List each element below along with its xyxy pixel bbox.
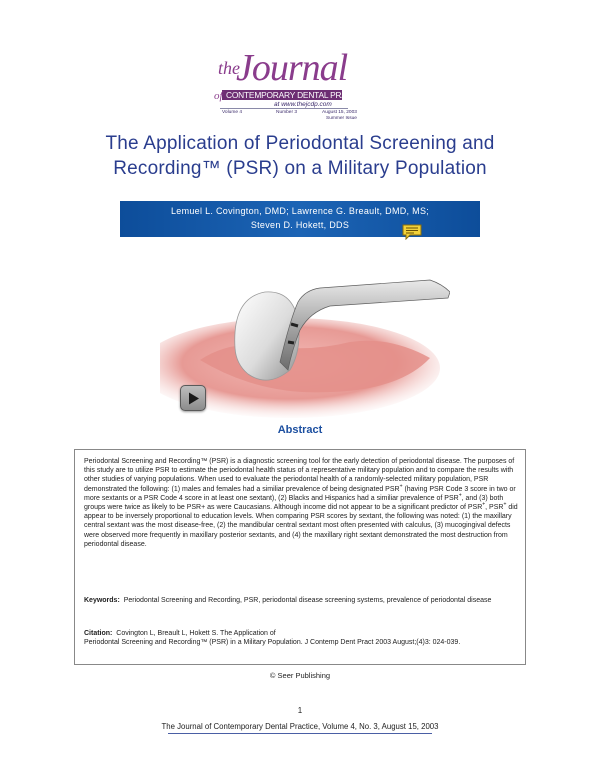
masthead-issue: Summer Issue: [326, 115, 357, 121]
masthead-url: at www.thejcdp.com: [274, 101, 332, 108]
masthead-rule: [220, 108, 348, 109]
abstract-text-segment: , and (3) both groups were twice as likely to be PSR+ as were Caucasians. Although income did not appear to be a significant predictor of PSR: [84, 494, 504, 512]
keywords: [84, 596, 520, 605]
abstract-superscript: +: [482, 501, 486, 508]
footer-rule: [168, 733, 432, 734]
authors-line-2: Steven D. Hokett, DDS: [250, 220, 350, 230]
abstract-text-segment: Periodontal Screening and Recording™ (PSR) is a diagnostic screening tool for the early detection of periodontal disease. The purposes of this study are to utilize PSR to estimate the periodontal health status of a representative military population and to compare the results with other studies of varying populations. When used to evaluate the periodontal health of a randomly-selected military population, PSR demonstrated the following: (1) males and females had a similiar prevalence of being designated PSR: [84, 458, 515, 493]
page-number: 1: [297, 706, 303, 715]
masthead-of: of: [214, 90, 223, 102]
abstract-superscript: +: [503, 501, 507, 508]
publisher-credit: © Seer Publishing: [269, 671, 331, 680]
masthead-the: the: [218, 58, 240, 78]
journal-masthead-logo: [212, 47, 371, 126]
abstract-text-segment: (having PSR Code 3 score in two or more sextants or a PSR Code 4 score in at least one sextant), (2) Blacks and Hispanics had a similiar prevalence of PSR: [84, 485, 516, 502]
authors-line-1: Lemuel L. Covington, DMD; Lawrence G. Breault, DMD, MS;: [170, 206, 430, 216]
footer-citation: The Journal of Contemporary Dental Practice, Volume 4, No. 3, August 15, 2003: [161, 722, 439, 731]
abstract-body: [84, 457, 520, 549]
citation-line-2: Periodontal Screening and Recording™ (PSR) in a Military Population. J Contemp Dent Pract 2003 August;(4)3: 024-039.: [84, 639, 461, 647]
masthead-volume: Volume 4: [222, 110, 243, 115]
play-button[interactable]: [180, 385, 206, 411]
abstract-text-segment: did appear to be inversely proportional to education levels. When comparing PSR scores by sextant, the following was noted: (1) the maxillary central sextant was the most disease-free, (2) the mandibular central sextant most often presented with calculus, (3) mucogingival defects were observed more frequently in maxillary posterior sextants, and (4) the maxillary right sextant demonstrated the most destruction from periodontal disease.: [84, 504, 518, 548]
abstract-superscript: +: [458, 492, 462, 499]
masthead-date-block: [322, 110, 357, 121]
masthead-subtitle: CONTEMPORARY DENTAL PRACTICE: [226, 90, 371, 100]
citation: [84, 629, 520, 647]
abstract-superscript: +: [399, 483, 403, 490]
citation-label: Citation:: [84, 630, 113, 637]
masthead-date: August 15, 2003: [322, 110, 357, 115]
keywords-text: Periodontal Screening and Recording, PSR, periodontal disease screening systems, prevalence of periodontal disease: [123, 597, 492, 604]
abstract-heading: Abstract: [277, 424, 323, 436]
masthead-number: Number 3: [276, 110, 298, 115]
play-icon: [188, 392, 200, 405]
comment-note-icon[interactable]: [402, 224, 422, 240]
masthead-journal: Journal: [236, 47, 348, 89]
abstract-box: [74, 449, 526, 665]
citation-line-1: Covington L, Breault L, Hokett S. The Application of: [116, 630, 276, 637]
abstract-text-segment: , PSR: [485, 504, 504, 512]
article-title-line-2: Recording™ (PSR) on a Military Population: [113, 158, 487, 179]
keywords-label: Keywords:: [84, 597, 120, 604]
article-title-line-1: The Application of Periodontal Screening and: [105, 133, 495, 154]
author-banner: [120, 201, 480, 237]
